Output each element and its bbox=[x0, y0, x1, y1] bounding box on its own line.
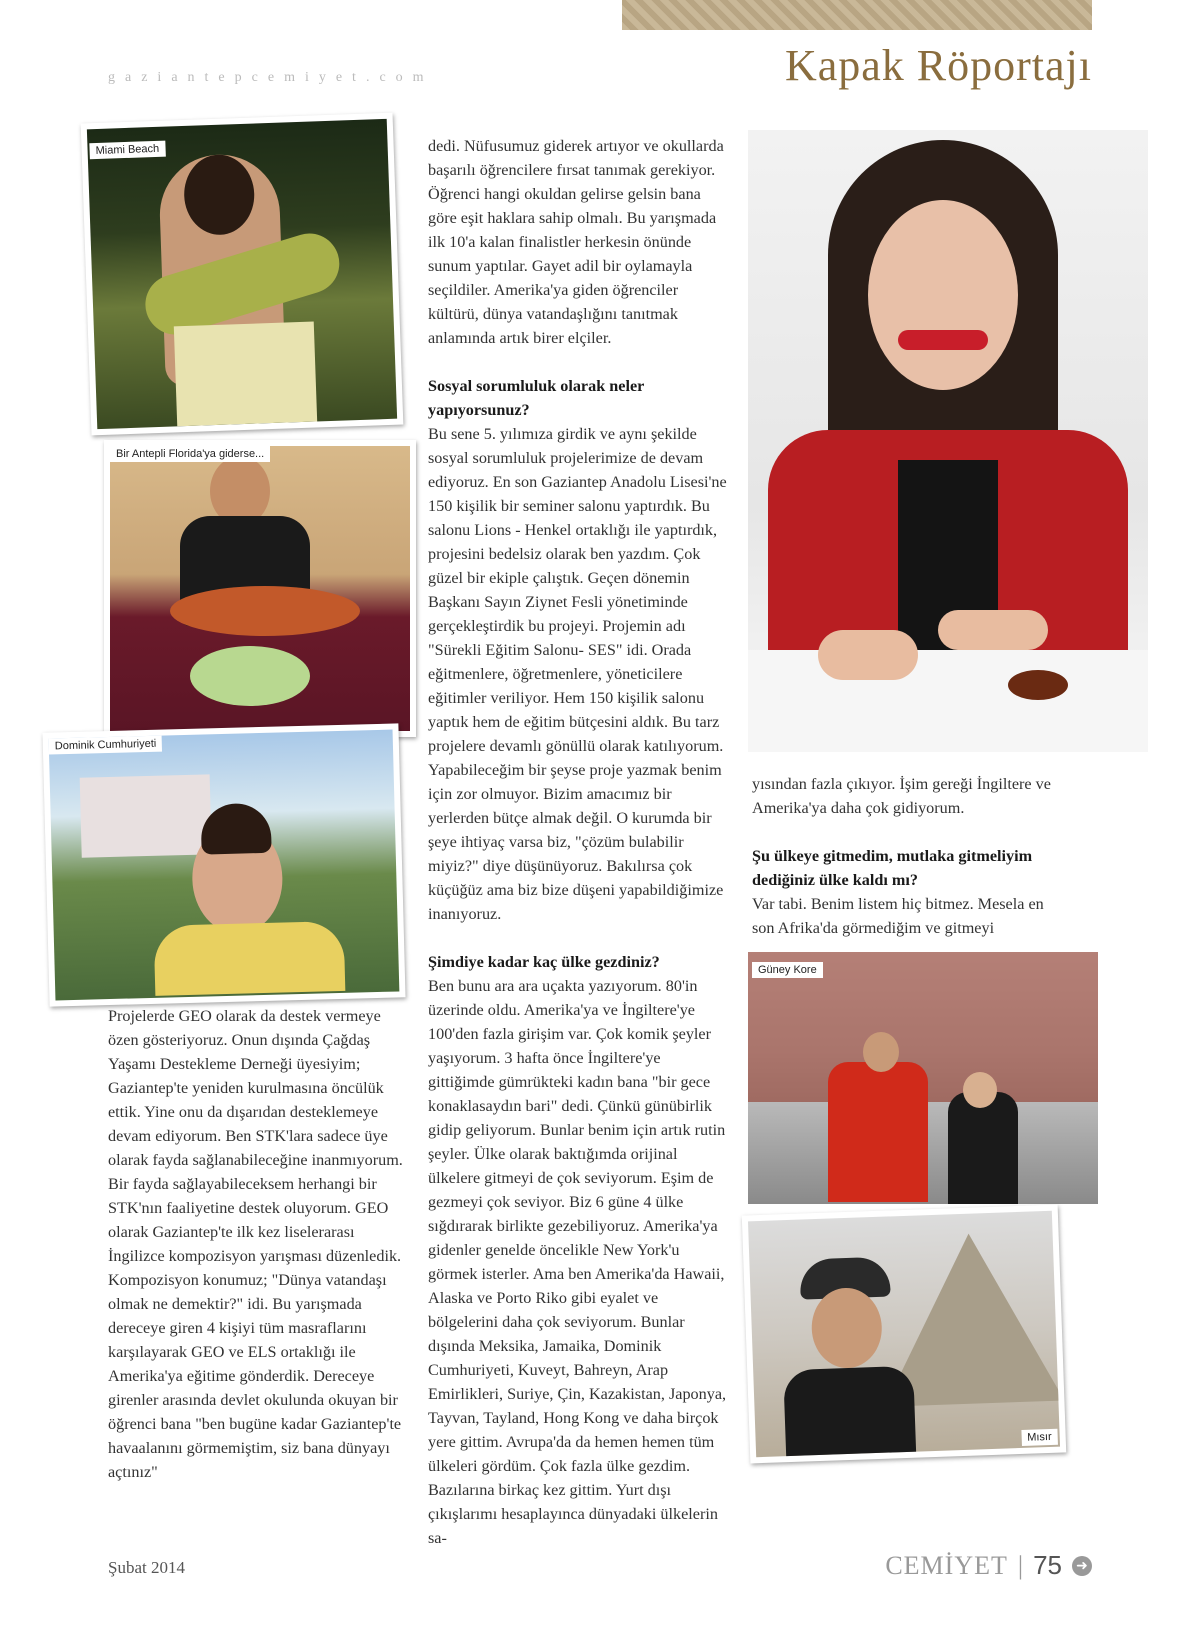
page-number: 75 bbox=[1033, 1550, 1062, 1580]
arrow-right-icon[interactable]: ➜ bbox=[1072, 1556, 1092, 1576]
question-heading: Sosyal sorumluluk olarak neler yapıyorsunuz? bbox=[428, 377, 645, 419]
photo-caption-misir: Mısır bbox=[1021, 1429, 1058, 1446]
paragraph: Var tabi. Benim listem hiç bitmez. Mesela en son Afrika'da görmediğim ve gitmeyi bbox=[752, 895, 1044, 937]
paragraph: Bu sene 5. yılımıza girdik ve aynı şekilde sosyal sorumluluk projelerimize de devam ediyoruz. En son Gaziantep Anadolu Lisesi'ne 150 kişilik bir seminer salonu yaptırdık. Bu salonu Lions - Henkel ortaklığı ile yaptırdık, projesini bedelsiz olarak ben yazdım. Çok güzel bir ekiple çalıştık. Geçen dönemin Başkanı Sayın Ziynet Fesli yönetiminde gerçekleştirdik bu projeyi. Projemin adı "Sürekli Eğitim Salonu- SES" idi. Orada eğitmenlere, öğretmenlere, yöneticilere eğitimler veriliyor. Hem 150 kişilik salonu yaptık hem de eğitim bütçesini aldık. Bu tarz projelere devamlı gönüllü olarak katılıyorum. Yapabileceğim bir şeyse proje yazmak benim için zor olmuyor. Bizim amacımız bir yerlerden bütçe almak değil. O kurumda bir şeye ihtiyaç varsa biz, "çözüm bulabilir miyiz?" diye düşünüyoruz. Bakılırsa çok küçüğüz ama biz bize düşeni yapabildiğimize inanıyoruz. bbox=[428, 425, 727, 923]
photo-caption-miami: Miami Beach bbox=[89, 141, 165, 160]
photo-miami-beach bbox=[81, 113, 404, 436]
photo-portrait bbox=[748, 130, 1148, 752]
photo-caption-dominik: Dominik Cumhuriyeti bbox=[49, 736, 163, 755]
photo-florida bbox=[104, 440, 416, 737]
paragraph: Ben bunu ara ara uçakta yazıyorum. 80'in üzerinde oldu. Amerika'ya ve İngiltere'ye 100'den fazla girişim var. Çok komik şeyler yaşıyorum. 3 hafta önce İngiltere'ye gittiğimde gümrükteki kadın bana "bir gece konaklasaydın bari" dedi. Çünkü günübirlik gidip geliyorum. Bunlar benim için artık rutin şeyler. Ülke olarak baktığımda orijinal ülkelere gitmeyi de çok seviyorum. Eşim de gezmeyi çok seviyor. Biz 6 güne 4 ülke sığdırarak birlikte gezebiliyoruz. Amerika'ya gidenler genelde öncelikle New York'u görmek isterler. Ama ben Amerika'da Hawaii, Alaska ve Porto Riko gibi eyalet ve bölgelerini daha çok seviyorum. Bunlar dışında Meksika, Jamaika, Dominik Cumhuriyeti, Kuveyt, Bahreyn, Arap Emirlikleri, Suriye, Çin, Kazakistan, Japonya, Tayvan, Tayland, Hong Kong ve daha birçok yere gittim. Avrupa'da da hemen hemen tüm ülkeleri gördüm. Çok fazla ülke gezdim. Bazılarına birkaç kez gittim. Yurt dışı çıkışlarımı hesaplayınca dünyadaki ülkelerin sa- bbox=[428, 977, 727, 1547]
photo-caption-kore: Güney Kore bbox=[752, 962, 823, 978]
paragraph: yısından fazla çıkıyor. İşim gereği İngiltere ve Amerika'ya daha çok gidiyorum. bbox=[752, 775, 1051, 817]
photo-guney-kore bbox=[748, 952, 1098, 1204]
photo-misir bbox=[742, 1205, 1066, 1464]
question-heading: Şimdiye kadar kaç ülke gezdiniz? bbox=[428, 953, 660, 971]
paragraph: Projelerde GEO olarak da destek vermeye özen gösteriyoruz. Onun dışında Çağdaş Yaşamı Destekleme Derneği üyesiyim; Gaziantep'te yeniden kurulmasına öncülük ettik. Yine onu da dışarıdan desteklemeye devam ediyorum. Ben STK'lara sadece üye olarak fayda sağlanabileceğine inanmıyorum. Bir fayda sağlayabileceksem herhangi bir STK'nın faaliyetine destek oluyorum. GEO olarak Gaziantep'te ilk kez liselerarası İngilizce kompozisyon yarışması düzenledik. Kompozisyon konumuz; "Dünya vatandaşı olmak ne demektir?" idi. Bu yarışmada dereceye giren 4 kişiyi tüm masraflarını karşılayarak GEO ve ELS ortaklığı ile Amerika'ya eğitime gönderdik. Dereceye girenler arasında devlet okulunda okuyan bir öğrenci bana "ben bugüne kadar Gaziantep'te havaalanını görmemiştim, siz bana dünyayı açtınız" bbox=[108, 1007, 403, 1481]
section-title: Kapak Röportajı bbox=[784, 41, 1092, 90]
article-column-right bbox=[752, 772, 1052, 964]
footer-page-info bbox=[885, 1550, 1092, 1581]
decorative-banner bbox=[622, 0, 1092, 30]
question-heading: Şu ülkeye gitmedim, mutlaka gitmeliyim dediğiniz ülke kaldı mı? bbox=[752, 847, 1033, 889]
site-url: gaziantepcemiyet.com bbox=[108, 70, 434, 85]
footer-separator: | bbox=[1017, 1550, 1024, 1580]
magazine-brand: CEMİYET bbox=[885, 1550, 1008, 1580]
paragraph: dedi. Nüfusumuz giderek artıyor ve okullarda başarılı öğrencilere fırsat tanımak gerekiyor. Öğrenci hangi okuldan gelirse gelsin bana göre eşit haklara sahip olmalı. Bu yarışmada ilk 10'a kalan finalistler herkesin önünde sunum yaptılar. Gayet adil bir oylamayla seçildiler. Amerika'ya giden öğrenciler kültürü, dünya vatandaşlığını tanıtmak anlamında artık birer elçiler. bbox=[428, 137, 724, 347]
footer-date: Şubat 2014 bbox=[108, 1558, 185, 1577]
article-column-middle bbox=[428, 134, 728, 1574]
article-column-left bbox=[108, 1004, 408, 1508]
photo-caption-florida: Bir Antepli Florida'ya giderse... bbox=[110, 446, 270, 462]
photo-dominik bbox=[42, 723, 405, 1006]
